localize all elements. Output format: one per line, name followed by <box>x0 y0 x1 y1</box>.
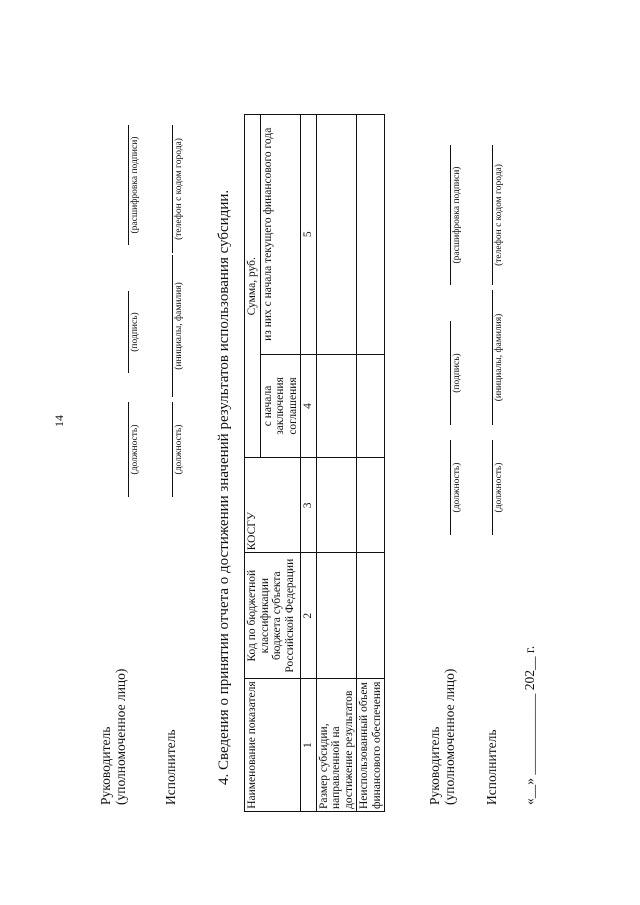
row-label: Размер субсидии, направленной на достижение результатов <box>316 679 357 812</box>
executor-position-line <box>172 402 173 497</box>
table-row <box>357 115 385 812</box>
executor-2-name-caption: (инициалы, фамилия) <box>494 313 504 402</box>
head-label-line2: (уполномоченное лицо) <box>113 668 128 805</box>
head-label-line1: Руководитель <box>98 726 113 805</box>
executor-2-name-line <box>492 290 493 425</box>
head-2-position-caption: (должность) <box>452 462 462 513</box>
executor-position-caption: (должность) <box>174 424 184 475</box>
header-budget-code: Код по бюджетной классификации бюджета субъекта Российской Федерации <box>245 553 301 679</box>
date-line: «__» ____________ 202__ г. <box>522 645 537 805</box>
header-sum: Сумма, руб. <box>245 115 261 458</box>
executor-2-position-line <box>492 440 493 535</box>
head-signature-caption: (подпись) <box>130 312 140 352</box>
head-label-2-line2: (уполномоченное лицо) <box>442 668 457 805</box>
section-title: 4. Сведения о принятии отчета о достижении значений результатов использования субсидии. <box>216 189 232 785</box>
head-2-position-line <box>450 440 451 535</box>
head-position-line <box>128 402 129 497</box>
head-label-2-line1: Руководитель <box>427 726 442 805</box>
header-kosgu: КОСГУ <box>245 458 301 553</box>
col-number: 4 <box>301 354 317 458</box>
executor-phone-caption: (телефон с кодом города) <box>174 138 184 240</box>
table-cell <box>357 115 385 355</box>
head-signature-line <box>128 291 129 373</box>
head-2-signature-line <box>450 321 451 425</box>
head-decoding-caption: (расшифровка подписи) <box>130 136 140 234</box>
table-cell <box>316 115 357 355</box>
table-cell <box>357 458 385 553</box>
row-label: Неиспользованный объем финансового обеспечения <box>357 679 385 812</box>
executor-label-2: Исполнитель <box>484 729 499 805</box>
col-number: 3 <box>301 458 317 553</box>
executor-phone-line <box>172 125 173 253</box>
table-cell <box>316 553 357 679</box>
header-name: Наименование показателя <box>245 679 301 812</box>
executor-name-line <box>172 255 173 397</box>
head-label-2 <box>427 669 457 805</box>
table-number-row <box>301 115 317 812</box>
table-header-row <box>245 115 261 812</box>
header-sum-year: из них с начала текущего финансового года <box>260 115 301 355</box>
executor-2-phone-line <box>492 145 493 285</box>
table-cell <box>357 354 385 458</box>
table-cell <box>357 553 385 679</box>
head-2-decoding-caption: (расшифровка подписи) <box>452 166 462 264</box>
executor-label: Исполнитель <box>163 729 178 805</box>
head-2-signature-caption: (подпись) <box>452 353 462 393</box>
head-position-caption: (должность) <box>130 424 140 475</box>
col-number: 2 <box>301 553 317 679</box>
executor-2-phone-caption: (телефон с кодом города) <box>494 164 504 266</box>
table-cell <box>316 458 357 553</box>
header-sum-start: с начала заключения соглашения <box>260 354 301 458</box>
head-label <box>98 669 128 805</box>
report-table <box>244 114 385 812</box>
col-number: 5 <box>301 115 317 355</box>
head-decoding-line <box>128 125 129 245</box>
executor-2-position-caption: (должность) <box>494 462 504 513</box>
table-row <box>316 115 357 812</box>
head-2-decoding-line <box>450 145 451 285</box>
table-cell <box>316 354 357 458</box>
page-number: 14 <box>52 415 66 427</box>
executor-name-caption: (инициалы, фамилия) <box>174 282 184 370</box>
col-number: 1 <box>301 679 317 812</box>
